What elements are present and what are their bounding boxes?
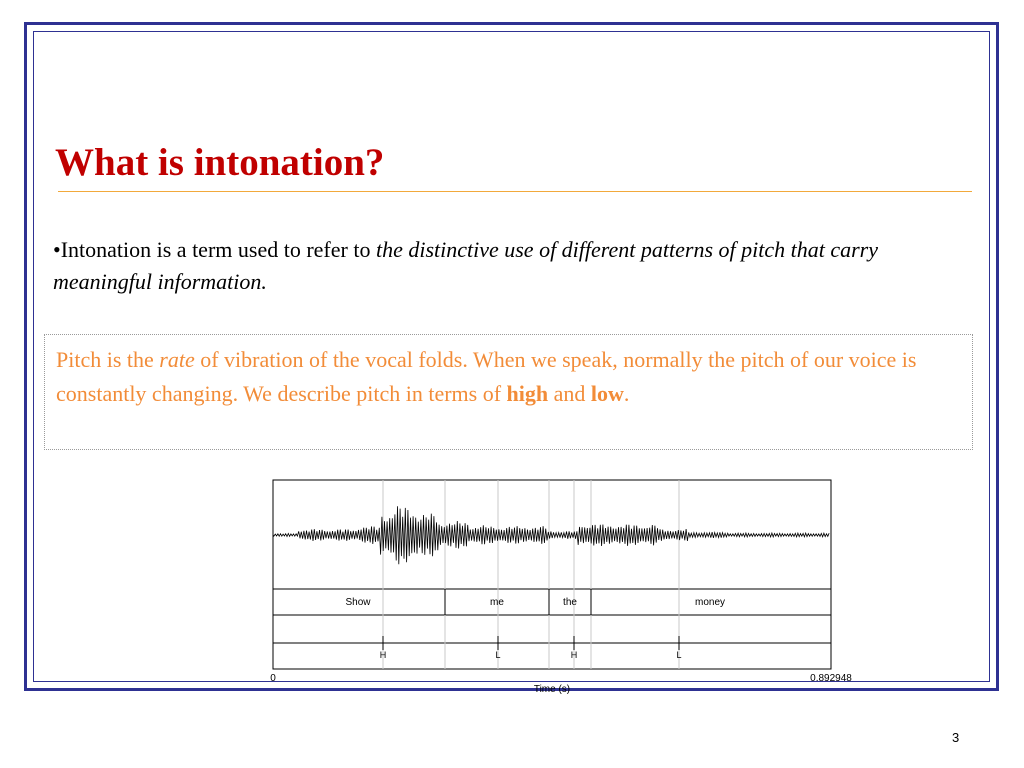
figure-border	[273, 480, 831, 669]
definition-italic-text: the distinctive use of different patterns of pitch that carry meaningful information.	[53, 237, 878, 294]
word-label: Show	[345, 597, 371, 608]
pitch-high-word: high	[506, 381, 549, 406]
pitch-rate-word: rate	[159, 347, 195, 372]
word-label: me	[490, 597, 504, 608]
x-axis-end-label: 0.892948	[810, 673, 852, 684]
pitch-text-4: .	[623, 381, 630, 406]
word-label: the	[563, 597, 577, 608]
x-axis-start-label: 0	[270, 673, 276, 684]
pitch-note-box	[44, 334, 973, 450]
tone-label: L	[495, 650, 501, 660]
intonation-definition	[53, 234, 963, 298]
tone-label: H	[570, 650, 578, 660]
pitch-text-3: and	[548, 381, 591, 406]
tone-label: L	[676, 650, 682, 660]
page-number: 3	[952, 730, 960, 745]
x-axis-label: Time (s)	[533, 684, 571, 694]
title-underline	[58, 191, 972, 192]
waveform-figure	[258, 474, 878, 694]
pitch-text-2: of vibration of the vocal folds. When we speak, normally the pitch of our voice is constantly changing. We describe pitch in terms of	[56, 347, 917, 406]
tone-label: H	[379, 650, 387, 660]
pitch-low-word: low	[590, 381, 624, 406]
slide-title: What is intonation?	[55, 141, 385, 184]
definition-text: •Intonation is a term used to refer to	[53, 237, 376, 262]
word-label: money	[694, 597, 726, 608]
pitch-text-1: Pitch is the	[56, 347, 160, 372]
